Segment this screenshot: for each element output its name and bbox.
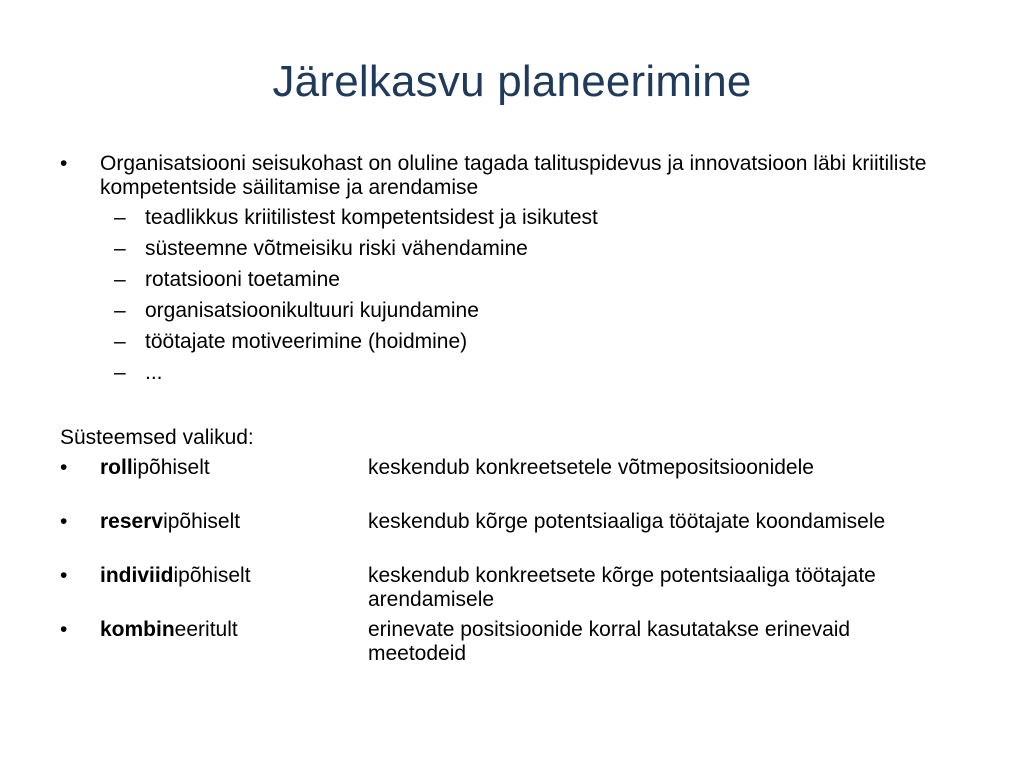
option-name-bold: reserv [100, 510, 164, 533]
sub-bullet-item [60, 237, 970, 268]
option-name [100, 618, 368, 642]
option-name-rest: ipõhiselt [132, 456, 210, 479]
option-name [100, 456, 368, 480]
option-name-bold: kombin [100, 618, 175, 641]
options-heading: Süsteemsed valikud: [60, 426, 254, 449]
option-name-bold: roll [100, 456, 133, 479]
option-name-rest: ipõhiselt [163, 510, 241, 533]
dash-icon: – [114, 330, 126, 353]
sub-bullet-text: rotatsiooni toetamine [145, 268, 340, 291]
bullet-icon: • [60, 456, 68, 479]
option-description: erinevate positsioonide korral kasutatakse erinevaid meetodeid [368, 618, 851, 665]
sub-bullet-item [60, 361, 970, 392]
dash-icon: – [114, 237, 126, 260]
sub-bullet-text: teadlikkus kriitilistest kompetentsidest ja isikutest [145, 206, 598, 229]
sub-bullet-item [60, 330, 970, 361]
option-item [60, 564, 970, 618]
bullet-icon: • [60, 564, 68, 587]
slide-title: Järelkasvu planeerimine [272, 57, 752, 106]
sub-bullet-item [60, 268, 970, 299]
option-item [60, 510, 970, 564]
spacer [60, 392, 970, 426]
option-item [60, 618, 970, 672]
bullet-icon: • [60, 618, 68, 641]
option-item [60, 456, 970, 510]
sub-bullet-item [60, 299, 970, 330]
option-name-rest: eeritult [174, 618, 238, 641]
option-name-bold: indiviid [100, 564, 174, 587]
bullet-icon: • [60, 510, 68, 533]
sub-bullet-list [60, 206, 970, 392]
option-description: keskendub konkreetsete kõrge potentsiaaliga töötajate arendamisele [368, 564, 876, 611]
dash-icon: – [114, 268, 126, 291]
sub-bullet-text: töötajate motiveerimine (hoidmine) [145, 330, 468, 353]
sub-bullet-text: organisatsioonikultuuri kujundamine [145, 299, 479, 322]
dash-icon: – [114, 206, 126, 229]
option-name [100, 510, 368, 534]
sub-bullet-text: ... [145, 361, 163, 384]
main-bullet-text: Organisatsiooni seisukohast on oluline tagada talituspidevus ja innovatsioon läbi kriitiliste kompetentside säilitamise ja arendamise [100, 152, 927, 199]
option-description: keskendub kõrge potentsiaaliga töötajate koondamisele [368, 510, 886, 533]
sub-bullet-text: süsteemne võtmeisiku riski vähendamine [145, 237, 528, 260]
slide-content [60, 152, 970, 672]
dash-icon: – [114, 299, 126, 322]
bullet-icon: • [60, 152, 68, 175]
main-bullet-item [60, 152, 970, 200]
dash-icon: – [114, 361, 126, 384]
option-name-rest: ipõhiselt [173, 564, 251, 587]
option-name [100, 564, 368, 588]
option-description: keskendub konkreetsetele võtmepositsioonidele [368, 456, 814, 479]
sub-bullet-item [60, 206, 970, 237]
